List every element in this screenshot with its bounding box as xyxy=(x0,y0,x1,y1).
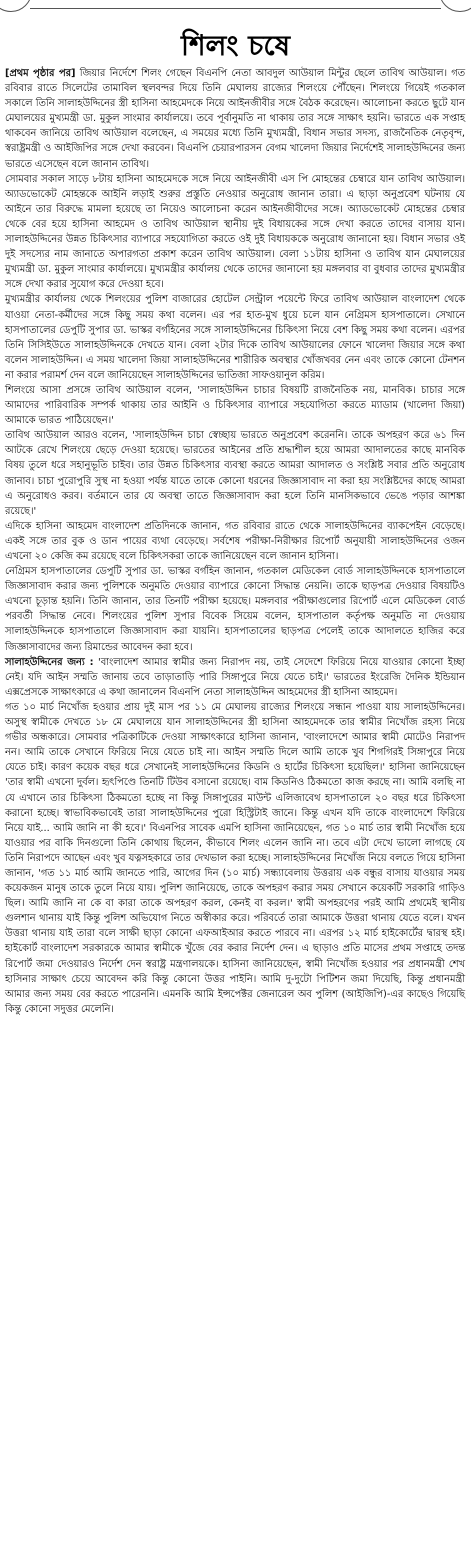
section-subhead: সালাহউদ্দিনের জন্য : xyxy=(5,656,94,668)
top-border-decoration xyxy=(0,0,471,20)
paragraph-text: জিয়ার নির্দেশে শিলং গেছেন বিএনপি নেতা আবদুল আউয়াল মিন্টুর ছেলে তাবিথ আউয়াল। গত রবিবার রাতে সিলেটের তামাবিল স্থলবন্দর দিয়ে তিনি মেঘালয় রাজ্যের শিলংয়ে পৌঁছেন। শিলংয়ে গিয়েই গতকাল সকালে তিনি সালাহউদ্দিনের স্ত্রী হাসিনা আহমেদকে নিয়ে আইনজীবীর সঙ্গে বৈঠক করেছেন। আলোচনা করতে ছুটে যান মেঘালয়ের মুখ্যমন্ত্রী ডা. মুকুল সাংমার কার্যালয়ে। তবে পূর্বানুমতি না থাকায় তার সঙ্গে সাক্ষাৎ হয়নি। ভারতে এক সপ্তাহ থাকবেন জানিয়ে তাবিথ আউয়াল বলেছেন, এ সময়ের মধ্যে তিনি মুখ্যমন্ত্রী, বিধান সভার সদস্য, রাজনৈতিক নেতৃবৃন্দ, স্বরাষ্ট্রমন্ত্রী ও আইজিপির সঙ্গে দেখা করবেন। বিএনপি চেয়ারপারসন বেগম খালেদা জিয়ার নির্দেশেই সালাহউদ্দিনের জন্য ভারতে এসেছেন বলে জানান তাবিথ। xyxy=(5,68,465,170)
paragraph-3: মুখ্যমন্ত্রীর কার্যালয় থেকে শিলংয়ের পুলিশ বাজারের হোটেল সেন্ট্রাল পয়েন্টে ফিরে তাবিথ আউয়াল বাংলাদেশ থেকে যাওয়া নেতা-কর্মীদের সঙ্গে কিছু সময় কথা বলেন। এর পর হাত-মুখ ধুয়ে চলে যান নেগ্রিমস হাসপাতালে। সেখানে হাসপাতালের ডেপুটি সুপার ডা. ভাস্কর বর্গহিনের সঙ্গে সালাহউদ্দিনের চিকিৎসা নিয়ে বেশ কিছু সময় কথা বলেন। এরপর তিনি সিসিইউতে সালাহউদ্দিনকে দেখতে যান। বেলা ২টার দিকে তাবিথ আউয়ালের ফোনে খালেদা জিয়ার সঙ্গে কথা বলেন সালাহউদ্দিন। এ সময় খালেদা জিয়া সালাহউদ্দিনের শারীরিক অবস্থার খোঁজখবর নেন এবং তাকে কোনো টেনশন না করার পরামর্শ দেন বলে জানিয়েছেন সালাহউদ্দিনের ভাতিজা সাফওয়ানুল করিম। xyxy=(5,294,465,381)
paragraph-9: গত ১০ মার্চ নিখোঁজ হওয়ার প্রায় দুই মাস পর ১১ মে মেঘালয় রাজ্যের শিলংয়ে সন্ধান পাওয়া যায় সালাহউদ্দিনের। অসুস্থ স্বামীকে দেখতে ১৮ মে মেঘালয়ে যান সালাহউদ্দিনের স্ত্রী হাসিনা আহমেদকে তার স্বামীর নিখোঁজ রহস্য নিয়ে গভীর অন্ধকারে। সোমবার পত্রিকাটিকে দেওয়া সাক্ষাৎকারে হাসিনা জানান, 'বাংলাদেশে আমার স্বামী মোটেও নিরাপদ নন। আমি তাকে সেখানে ফিরিয়ে নিয়ে যেতে চাই না। আইন সম্মতি দিলে আমি তাকে খুব শিগগিরই সিঙ্গাপুরে নিয়ে যেতে চাই। কারণ কয়েক বছর ধরে সেখানেই সালাহউদ্দিনের কিডনি ও হার্টের চিকিৎসা হয়েছিল।' হাসিনা জানিয়েছেন 'তার স্বামী এখনো দুর্বল। হৃৎপিণ্ডে তিনটি টিউব বসানো রয়েছে। বাম কিডনিও ঠিকমতো কাজ করছে না। আমি বলছি না যে এখানে তার চিকিৎসা ঠিকমতো হচ্ছে না কিন্তু সিঙ্গাপুরের মাউন্ট এলিজাবেথ হাসপাতালে ২০ বছর ধরে চিকিৎসা করানো হচ্ছে। স্বাভাবিকভাবেই তারা সালাহউদ্দিনের পুরো হিস্ট্রিটাই জানে। কিন্তু এখন যদি তাকে বাংলাদেশে ফিরিয়ে নিয়ে যাই... আমি জানি না কী হবে।' বিএনপির সাবেক এমপি হাসিনা জানিয়েছেন, গত ১০ মার্চ তার স্বামী নিখোঁজ হয়ে যাওয়ার পর বাকি দিনগুলো তিনি কোথায় ছিলেন, কীভাবে শিলং এলেন জানি না। তবে এটা দেখে ভালো লাগছে যে তিনি নিরাপদে আছেন এবং খুব যত্নসহকারে তার দেখভাল করা হচ্ছে। সালাহউদ্দিনের নিখোঁজ নিয়ে বলতে গিয়ে হাসিনা জানান, 'গত ১১ মার্চ আমি জানতে পারি, আগের দিন (১০ মার্চ) সন্ধ্যাবেলায় উত্তরায় এক বন্ধুর বাসায় যাওয়ার সময় কয়েকজন মানুষ তাকে তুলে নিয়ে যায়। পুলিশ জানিয়েছে, তাকে অপহরণ করার সময় সেখানে কয়েকটি সরকারি গাড়িও ছিল। আমি জানি না কে বা কারা তাকে অপহরণ করল, কেনই বা করল।' স্বামী অপহরণের পরই আমি প্রথমেই স্থানীয় গুলশান থানায় যাই কিন্তু পুলিশ অভিযোগ নিতে অস্বীকার করে। পরিবর্তে তারা আমাকে উত্তরা থানায় যেতে বলে। যখন উত্তরা থানায় যাই তারা বলে সাক্ষী ছাড়া কোনো এফআইআর করতে পারবে না। এরপর ১২ মার্চ হাইকোর্টের দ্বারস্থ হই। হাইকোর্ট বাংলাদেশ সরকারকে আমার স্বামীকে খুঁজে বের করার নির্দেশ দেন। এ ছাড়াও প্রতি মাসের প্রথম সপ্তাহে তদন্ত রিপোর্ট জমা দেওয়ারও নির্দেশ দেন স্বরাষ্ট্র মন্ত্রণালয়কে। হাসিনা জানিয়েছেন, স্বামী নিখোঁজ হওয়ার পর প্রধানমন্ত্রী শেখ হাসিনার সাক্ষাৎ চেয়ে আবেদন করি কিন্তু কোনো উত্তর পাইনি। আমি দু-দুটো পিটিশন জমা দিয়েছি, কিন্তু প্রধানমন্ত্রী আমার জন্য সময় বের করতে পারেননি। এমনকি আমি ইন্সপেক্টর জেনারেল অব পুলিশ (আইজিপি)-এর কাছেও গিয়েছি কিন্তু কোনো সদুত্তর মেলেনি। xyxy=(5,701,465,1015)
top-rule xyxy=(30,8,441,9)
paragraph-text: 'বাংলাদেশ আমার স্বামীর জন্য নিরাপদ নয়, তাই সেদেশে ফিরিয়ে নিয়ে যাওয়ার কোনো ইচ্ছা নেই। যদি আইন সম্মতি জানায় তবে তাড়াতাড়ি পারি সিঙ্গাপুরে নিয়ে যেতে চাই।' ভারতের ইংরেজি দৈনিক ইন্ডিয়ান এক্সপ্রেসকে সাক্ষাৎকারে এ কথা জানালেন বিএনপি নেতা সালাহউদ্দিন আহমেদের স্ত্রী হাসিনা আহমেদ। xyxy=(5,656,465,698)
paragraph-7: নেগ্রিমস হাসপাতালের ডেপুটি সুপার ডা. ভাস্কর বর্গহিন জানান, গতকাল মেডিকেল বোর্ড সালাহউদ্দিনকে হাসপাতালে জিজ্ঞাসাবাদ করার জন্য পুলিশকে অনুমতি দেওয়ার ব্যাপারে কোনো সিদ্ধান্ত নেয়নি। তাকে ছাড়পত্র দেওয়ার বিষয়টিও এখনো চূড়ান্ত হয়নি। তিনি জানান, তার তিনটি পরীক্ষা হয়েছে। মঙ্গলবার পরীক্ষাগুলোর রিপোর্ট এলে মেডিকেল বোর্ড পরবর্তী সিদ্ধান্ত নেবে। শিলংয়ের পুলিশ সুপার বিবেক সিয়েম বলেন, হাসপাতাল কর্তৃপক্ষ অনুমতি না দেওয়ায় সালাহউদ্দিনকে হাসপাতালে জিজ্ঞাসাবাদ করা যায়নি। হাসপাতালের ছাড়পত্র পেলেই তাকে আদালতে হাজির করে জিজ্ঞাসাবাদের জন্য রিমান্ডের আবেদন করা হবে। xyxy=(5,566,465,653)
continued-from-front-page-label: [প্রথম পৃষ্ঠার পর] xyxy=(5,68,76,79)
paragraph-4: শিলংয়ে আসা প্রসঙ্গে তাবিথ আউয়াল বলেন, 'সালাহউদ্দিন চাচার বিষয়টি রাজনৈতিক নয়, মানবিক। চাচার সঙ্গে আমাদের পারিবারিক সম্পর্ক থাকায় তার আইনি ও চিকিৎসার ব্যাপারে সহযোগিতা করতে ম্যাডাম (খালেদা জিয়া) আমাকে ভারত পাঠিয়েছেন।' xyxy=(5,384,465,427)
paragraph-2: সোমবার সকাল সাড়ে ৮টায় হাসিনা আহমেদকে সঙ্গে নিয়ে আইনজীবী এস পি মোহন্তের চেম্বারে যান তাবিথ আউয়াল। অ্যাডভোকেট মোহন্তকে আইনি লড়াই শুরুর প্রস্তুতি নেওয়ার অনুরোধ জানান তারা। এ ছাড়া অনুপ্রবেশ ঘটনায় যে আইনে তার বিরুদ্ধে মামলা হয়েছে তা নিয়েও আলোচনা করেন আইনজীবীদের সঙ্গে। অ্যাডভোকেট মোহন্তের চেম্বার থেকে বের হয়ে হাসিনা আহমেদ ও তাবিথ আউয়াল স্থানীয় দুই বিধায়কের সঙ্গে দেখা করতে তাদের বাসায় যান। সালাহউদ্দিনের উন্নত চিকিৎসার ব্যাপারে সহযোগিতা করতে ওই দুই বিধায়ককে অনুরোধ জানানো হয়। বিধান সভার ওই দুই সদস্যের নাম জানাতে অপারগতা প্রকাশ করেন তাবিথ আউয়াল। বেলা ১১টায় হাসিনা ও তাবিথ যান মেঘালয়ের মুখ্যমন্ত্রী ডা. মুকুল সাংমার কার্যালয়ে। মুখ্যমন্ত্রীর কার্যালয় থেকে তাদের জানানো হয় মঙ্গলবার বা বুধবার তাদের মুখ্যমন্ত্রীর সঙ্গে দেখা করার সুযোগ করে দেওয়া হবে। xyxy=(5,173,465,291)
left-corner-arc xyxy=(0,0,32,12)
article-headline: শিলং চষে xyxy=(180,29,291,62)
paragraph-6: এদিকে হাসিনা আহমেদ বাংলাদেশ প্রতিদিনকে জানান, গত রবিবার রাতে থেকে সালাহউদ্দিনের ব্যাকপেইন বেড়েছে। একই সঙ্গে তার বুক ও ডান পায়ের ব্যথা বেড়েছে। সর্বশেষ পরীক্ষা-নিরীক্ষার রিপোর্ট অনুযায়ী সালাহউদ্দিনের ওজন এখনো ২০ কেজি কম রয়েছে বলে চিকিৎসকরা তাকে জানিয়েছেন বলে জানান হাসিনা। xyxy=(5,520,465,562)
paragraph-8 xyxy=(5,655,465,700)
paragraph-1 xyxy=(5,66,465,172)
right-corner-arc xyxy=(439,0,471,12)
paragraph-5: তাবিথ আউয়াল আরও বলেন, 'সালাহউদ্দিন চাচা স্বেচ্ছায় ভারতে অনুপ্রবেশ করেননি। তাকে অপহরণ করে ৬১ দিন আটকে রেখে শিলংয়ে ছেড়ে দেওয়া হয়েছে। ভারতের আইনের প্রতি শ্রদ্ধাশীল হয়ে আমরা আদালতের কাছে মানবিক বিষয় তুলে ধরে সহানুভূতি চাইব। তার উন্নত চিকিৎসার ব্যবস্থা করতে আমরা আদালত ও সংশ্লিষ্ট সবার প্রতি অনুরোধ জানাব। চাচা পুরোপুরি সুস্থ না হওয়া পর্যন্ত যাতে তাকে কোনো ধরনের জিজ্ঞাসাবাদ না করা হয় সংশ্লিষ্টদের কাছে আমরা এ অনুরোধও করব। বর্তমানে তার যে অবস্থা তাতে জিজ্ঞাসাবাদ করা হলে তিনি মানসিকভাবে ভেঙে পড়ার আশঙ্কা রয়েছে।' xyxy=(5,430,465,517)
article-body xyxy=(5,66,465,1017)
